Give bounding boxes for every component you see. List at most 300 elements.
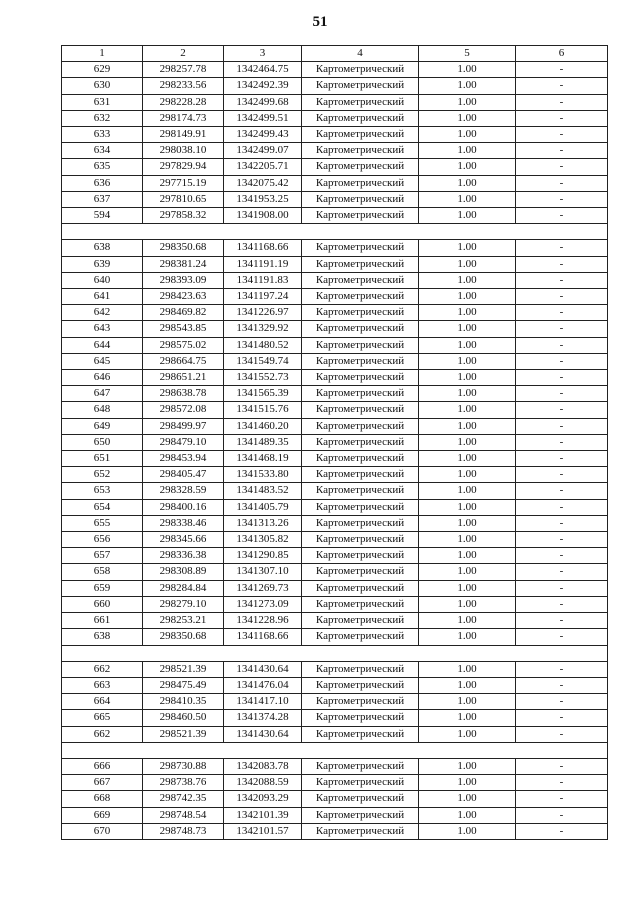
table-row xyxy=(62,629,608,645)
table-cell: 1342088.59 xyxy=(224,775,302,791)
table-cell: 1.00 xyxy=(419,758,516,774)
table-row xyxy=(62,143,608,159)
table-cell: 1341908.00 xyxy=(224,208,302,224)
table-cell: 641 xyxy=(62,289,143,305)
table-cell: 1.00 xyxy=(419,661,516,677)
table-cell: 298345.66 xyxy=(143,532,224,548)
table-cell: Картометрический xyxy=(302,62,419,78)
table-cell: 1.00 xyxy=(419,613,516,629)
table-cell: 1.00 xyxy=(419,175,516,191)
table-cell: - xyxy=(516,434,608,450)
table-cell: Картометрический xyxy=(302,483,419,499)
table-cell: 1342499.51 xyxy=(224,110,302,126)
table-row xyxy=(62,418,608,434)
table-cell: 1341191.83 xyxy=(224,272,302,288)
table-cell: 668 xyxy=(62,791,143,807)
table-cell: - xyxy=(516,159,608,175)
table-cell: - xyxy=(516,532,608,548)
table-cell: 298257.78 xyxy=(143,62,224,78)
table-cell: 630 xyxy=(62,78,143,94)
page-number: 51 xyxy=(312,14,328,30)
table-cell: 1.00 xyxy=(419,564,516,580)
table-cell: 1.00 xyxy=(419,532,516,548)
table-cell: - xyxy=(516,629,608,645)
table-cell: Картометрический xyxy=(302,321,419,337)
table-cell: Картометрический xyxy=(302,353,419,369)
table-cell: 298479.10 xyxy=(143,434,224,450)
table-cell: 1.00 xyxy=(419,337,516,353)
table-cell: 663 xyxy=(62,677,143,693)
table-cell: 637 xyxy=(62,191,143,207)
table-cell: 1.00 xyxy=(419,515,516,531)
table-cell: 1341305.82 xyxy=(224,532,302,548)
table-row xyxy=(62,62,608,78)
table-cell: 1.00 xyxy=(419,256,516,272)
table-cell: - xyxy=(516,548,608,564)
table-cell: 1342499.68 xyxy=(224,94,302,110)
table-cell: 651 xyxy=(62,451,143,467)
table-cell: 1341417.10 xyxy=(224,694,302,710)
table-cell: 1341476.04 xyxy=(224,677,302,693)
table-cell: 662 xyxy=(62,726,143,742)
table-cell: 1342499.43 xyxy=(224,127,302,143)
table-cell: Картометрический xyxy=(302,807,419,823)
table-row xyxy=(62,467,608,483)
table-cell: 1341552.73 xyxy=(224,370,302,386)
table-row xyxy=(62,305,608,321)
table-cell: 1.00 xyxy=(419,823,516,839)
table-body xyxy=(62,62,608,840)
table-cell: 664 xyxy=(62,694,143,710)
group-separator-row xyxy=(62,645,608,661)
table-cell: 298174.73 xyxy=(143,110,224,126)
table-row xyxy=(62,726,608,742)
table-row xyxy=(62,451,608,467)
table-cell: - xyxy=(516,191,608,207)
table-cell: 1341549.74 xyxy=(224,353,302,369)
table-cell: Картометрический xyxy=(302,370,419,386)
table-cell: 298149.91 xyxy=(143,127,224,143)
table-row xyxy=(62,515,608,531)
table-cell: 298284.84 xyxy=(143,580,224,596)
table-cell: 298543.85 xyxy=(143,321,224,337)
table-cell: Картометрический xyxy=(302,596,419,612)
table-cell: 1.00 xyxy=(419,483,516,499)
column-header: 1 xyxy=(62,46,143,62)
table-cell: 669 xyxy=(62,807,143,823)
table-cell: 298253.21 xyxy=(143,613,224,629)
table-cell: - xyxy=(516,451,608,467)
table-cell: 654 xyxy=(62,499,143,515)
table-cell: - xyxy=(516,78,608,94)
table-cell: Картометрический xyxy=(302,661,419,677)
table-cell: 1341565.39 xyxy=(224,386,302,402)
table-cell: 1342492.39 xyxy=(224,78,302,94)
table-cell: 1341430.64 xyxy=(224,726,302,742)
table-cell: 1.00 xyxy=(419,580,516,596)
table-row xyxy=(62,353,608,369)
table-cell: 665 xyxy=(62,710,143,726)
table-cell: Картометрический xyxy=(302,191,419,207)
table-row xyxy=(62,272,608,288)
group-separator-row xyxy=(62,742,608,758)
table-cell: - xyxy=(516,726,608,742)
table-cell: 658 xyxy=(62,564,143,580)
table-cell: 642 xyxy=(62,305,143,321)
table-cell: Картометрический xyxy=(302,467,419,483)
table-row xyxy=(62,321,608,337)
table-cell: 298233.56 xyxy=(143,78,224,94)
table-cell: 1.00 xyxy=(419,499,516,515)
table-cell: 298730.88 xyxy=(143,758,224,774)
table-row xyxy=(62,483,608,499)
table-cell: 659 xyxy=(62,580,143,596)
table-cell: 298279.10 xyxy=(143,596,224,612)
table-cell: Картометрический xyxy=(302,386,419,402)
table-cell: Картометрический xyxy=(302,240,419,256)
table-cell: 1341329.92 xyxy=(224,321,302,337)
table-cell: 650 xyxy=(62,434,143,450)
table-cell: 636 xyxy=(62,175,143,191)
table-cell: - xyxy=(516,661,608,677)
table-cell: 297858.32 xyxy=(143,208,224,224)
column-header: 2 xyxy=(143,46,224,62)
table-cell: 298572.08 xyxy=(143,402,224,418)
table-cell: - xyxy=(516,272,608,288)
table-cell: Картометрический xyxy=(302,305,419,321)
table-cell: 1.00 xyxy=(419,775,516,791)
table-cell: Картометрический xyxy=(302,548,419,564)
table-row xyxy=(62,386,608,402)
table-cell: 298575.02 xyxy=(143,337,224,353)
table-cell: 298499.97 xyxy=(143,418,224,434)
table-cell: 639 xyxy=(62,256,143,272)
table-cell: 1342205.71 xyxy=(224,159,302,175)
table-cell: 594 xyxy=(62,208,143,224)
table-cell: 298475.49 xyxy=(143,677,224,693)
table-cell: Картометрический xyxy=(302,580,419,596)
table-cell: 655 xyxy=(62,515,143,531)
table-cell: 298336.38 xyxy=(143,548,224,564)
table-row xyxy=(62,94,608,110)
table-cell: 662 xyxy=(62,661,143,677)
table-cell: 298338.46 xyxy=(143,515,224,531)
table-cell: - xyxy=(516,62,608,78)
table-cell: 646 xyxy=(62,370,143,386)
table-cell: Картометрический xyxy=(302,110,419,126)
table-cell: - xyxy=(516,370,608,386)
table-cell: Картометрический xyxy=(302,726,419,742)
table-row xyxy=(62,78,608,94)
table-cell: 670 xyxy=(62,823,143,839)
table-cell: 1.00 xyxy=(419,467,516,483)
separator-cell xyxy=(62,742,608,758)
table-cell: 298651.21 xyxy=(143,370,224,386)
table-row xyxy=(62,661,608,677)
table-cell: 1.00 xyxy=(419,305,516,321)
table-cell: - xyxy=(516,823,608,839)
table-cell: 1.00 xyxy=(419,110,516,126)
table-cell: 1341483.52 xyxy=(224,483,302,499)
table-cell: 1342075.42 xyxy=(224,175,302,191)
table-cell: Картометрический xyxy=(302,758,419,774)
table-cell: 298748.54 xyxy=(143,807,224,823)
table-cell: 1.00 xyxy=(419,240,516,256)
table-cell: - xyxy=(516,758,608,774)
table-cell: Картометрический xyxy=(302,499,419,515)
table-cell: 298400.16 xyxy=(143,499,224,515)
table-cell: 298350.68 xyxy=(143,240,224,256)
table-row xyxy=(62,580,608,596)
table-row xyxy=(62,791,608,807)
table-cell: 298308.89 xyxy=(143,564,224,580)
table-row xyxy=(62,208,608,224)
table-cell: 298038.10 xyxy=(143,143,224,159)
table-cell: 298460.50 xyxy=(143,710,224,726)
table-cell: - xyxy=(516,613,608,629)
table-cell: Картометрический xyxy=(302,515,419,531)
table-row xyxy=(62,823,608,839)
table-cell: 643 xyxy=(62,321,143,337)
table-cell: 1.00 xyxy=(419,726,516,742)
table-header-row xyxy=(62,46,608,62)
table-cell: 1341460.20 xyxy=(224,418,302,434)
table-row xyxy=(62,596,608,612)
table-cell: 1341489.35 xyxy=(224,434,302,450)
table-cell: 1341533.80 xyxy=(224,467,302,483)
table-cell: - xyxy=(516,321,608,337)
table-cell: 1342101.39 xyxy=(224,807,302,823)
table-cell: 666 xyxy=(62,758,143,774)
table-cell: 1.00 xyxy=(419,791,516,807)
table-row xyxy=(62,402,608,418)
table-cell: 1.00 xyxy=(419,208,516,224)
column-header: 6 xyxy=(516,46,608,62)
table-cell: Картометрический xyxy=(302,823,419,839)
table-cell: 647 xyxy=(62,386,143,402)
table-cell: 298228.28 xyxy=(143,94,224,110)
table-cell: 1.00 xyxy=(419,451,516,467)
table-row xyxy=(62,289,608,305)
table-row xyxy=(62,191,608,207)
table-cell: Картометрический xyxy=(302,564,419,580)
table-cell: 1341307.10 xyxy=(224,564,302,580)
table-cell: - xyxy=(516,337,608,353)
table-cell: 645 xyxy=(62,353,143,369)
table-cell: Картометрический xyxy=(302,127,419,143)
table-cell: 1.00 xyxy=(419,321,516,337)
table-cell: Картометрический xyxy=(302,272,419,288)
table-cell: 657 xyxy=(62,548,143,564)
table-cell: 1341468.19 xyxy=(224,451,302,467)
table-row xyxy=(62,159,608,175)
table-cell: Картометрический xyxy=(302,78,419,94)
table-cell: 1.00 xyxy=(419,434,516,450)
column-header: 5 xyxy=(419,46,516,62)
table-cell: 1.00 xyxy=(419,677,516,693)
table-cell: 298350.68 xyxy=(143,629,224,645)
table-cell: 638 xyxy=(62,240,143,256)
table-cell: 298328.59 xyxy=(143,483,224,499)
table-cell: 1341430.64 xyxy=(224,661,302,677)
table-cell: 1341168.66 xyxy=(224,240,302,256)
table-cell: 1342083.78 xyxy=(224,758,302,774)
table-cell: - xyxy=(516,240,608,256)
table-cell: 1.00 xyxy=(419,548,516,564)
table-cell: 298742.35 xyxy=(143,791,224,807)
column-header: 3 xyxy=(224,46,302,62)
table-cell: 298664.75 xyxy=(143,353,224,369)
table-cell: - xyxy=(516,710,608,726)
table-cell: 1.00 xyxy=(419,191,516,207)
table-cell: 652 xyxy=(62,467,143,483)
table-cell: Картометрический xyxy=(302,94,419,110)
table-row xyxy=(62,175,608,191)
table-cell: - xyxy=(516,791,608,807)
table-cell: 1.00 xyxy=(419,127,516,143)
table-cell: - xyxy=(516,694,608,710)
table-cell: 298638.78 xyxy=(143,386,224,402)
table-row xyxy=(62,434,608,450)
table-cell: 638 xyxy=(62,629,143,645)
table-row xyxy=(62,337,608,353)
table-row xyxy=(62,370,608,386)
table-cell: 1341269.73 xyxy=(224,580,302,596)
table-cell: - xyxy=(516,467,608,483)
table-cell: 1.00 xyxy=(419,596,516,612)
table-cell: - xyxy=(516,386,608,402)
table-cell: 297810.65 xyxy=(143,191,224,207)
table-cell: 648 xyxy=(62,402,143,418)
table-cell: 1342101.57 xyxy=(224,823,302,839)
table-cell: 298748.73 xyxy=(143,823,224,839)
table-cell: 1341228.96 xyxy=(224,613,302,629)
table-cell: 1.00 xyxy=(419,402,516,418)
table-cell: - xyxy=(516,677,608,693)
table-cell: - xyxy=(516,499,608,515)
table-row xyxy=(62,256,608,272)
table-cell: 660 xyxy=(62,596,143,612)
table-row xyxy=(62,775,608,791)
table-cell: - xyxy=(516,256,608,272)
table-cell: Картометрический xyxy=(302,143,419,159)
table-cell: - xyxy=(516,807,608,823)
table-row xyxy=(62,710,608,726)
separator-cell xyxy=(62,224,608,240)
table-cell: - xyxy=(516,515,608,531)
table-row xyxy=(62,110,608,126)
table-cell: 297715.19 xyxy=(143,175,224,191)
table-cell: - xyxy=(516,143,608,159)
table-cell: 1341405.79 xyxy=(224,499,302,515)
table-cell: Картометрический xyxy=(302,775,419,791)
table-cell: Картометрический xyxy=(302,434,419,450)
table-cell: 1341374.28 xyxy=(224,710,302,726)
table-cell: Картометрический xyxy=(302,337,419,353)
table-cell: - xyxy=(516,775,608,791)
table-cell: - xyxy=(516,564,608,580)
table-cell: 1341168.66 xyxy=(224,629,302,645)
table-cell: 1.00 xyxy=(419,62,516,78)
table-cell: 635 xyxy=(62,159,143,175)
table-cell: 1.00 xyxy=(419,710,516,726)
table-cell: 631 xyxy=(62,94,143,110)
table-cell: - xyxy=(516,305,608,321)
table-cell: Картометрический xyxy=(302,418,419,434)
table-cell: - xyxy=(516,127,608,143)
table-cell: - xyxy=(516,402,608,418)
table-cell: 298469.82 xyxy=(143,305,224,321)
table-cell: 1.00 xyxy=(419,94,516,110)
table-cell: 629 xyxy=(62,62,143,78)
table-cell: 1341273.09 xyxy=(224,596,302,612)
table-cell: 1341515.76 xyxy=(224,402,302,418)
column-header: 4 xyxy=(302,46,419,62)
table-cell: 1342093.29 xyxy=(224,791,302,807)
group-separator-row xyxy=(62,224,608,240)
table-cell: - xyxy=(516,353,608,369)
table-cell: 298453.94 xyxy=(143,451,224,467)
table-cell: Картометрический xyxy=(302,532,419,548)
table-cell: 1.00 xyxy=(419,629,516,645)
table-cell: 653 xyxy=(62,483,143,499)
table-cell: 298381.24 xyxy=(143,256,224,272)
table-row xyxy=(62,548,608,564)
table-cell: - xyxy=(516,483,608,499)
table-cell: 633 xyxy=(62,127,143,143)
table-cell: Картометрический xyxy=(302,208,419,224)
table-cell: - xyxy=(516,175,608,191)
table-cell: 1341313.26 xyxy=(224,515,302,531)
table-cell: 1.00 xyxy=(419,143,516,159)
table-cell: 1.00 xyxy=(419,694,516,710)
table-cell: 298423.63 xyxy=(143,289,224,305)
table-row xyxy=(62,694,608,710)
table-cell: 1341480.52 xyxy=(224,337,302,353)
table-row xyxy=(62,240,608,256)
table-cell: Картометрический xyxy=(302,159,419,175)
table-cell: 298393.09 xyxy=(143,272,224,288)
table-cell: 649 xyxy=(62,418,143,434)
table-cell: - xyxy=(516,418,608,434)
table-cell: Картометрический xyxy=(302,791,419,807)
table-row xyxy=(62,613,608,629)
table-cell: 656 xyxy=(62,532,143,548)
table-cell: 298410.35 xyxy=(143,694,224,710)
table-cell: Картометрический xyxy=(302,629,419,645)
table-cell: 1341226.97 xyxy=(224,305,302,321)
table-cell: 640 xyxy=(62,272,143,288)
table-row xyxy=(62,499,608,515)
table-row xyxy=(62,758,608,774)
table-cell: Картометрический xyxy=(302,451,419,467)
table-row xyxy=(62,127,608,143)
table-cell: Картометрический xyxy=(302,694,419,710)
table-cell: 298738.76 xyxy=(143,775,224,791)
table-cell: 1341290.85 xyxy=(224,548,302,564)
table-cell: 1341191.19 xyxy=(224,256,302,272)
table-cell: - xyxy=(516,94,608,110)
table-cell: Картометрический xyxy=(302,289,419,305)
table-row xyxy=(62,807,608,823)
table-cell: Картометрический xyxy=(302,256,419,272)
table-cell: 1342464.75 xyxy=(224,62,302,78)
table-cell: Картометрический xyxy=(302,402,419,418)
table-cell: 298521.39 xyxy=(143,726,224,742)
table-cell: 298405.47 xyxy=(143,467,224,483)
table-cell: 632 xyxy=(62,110,143,126)
table-cell: 1.00 xyxy=(419,272,516,288)
